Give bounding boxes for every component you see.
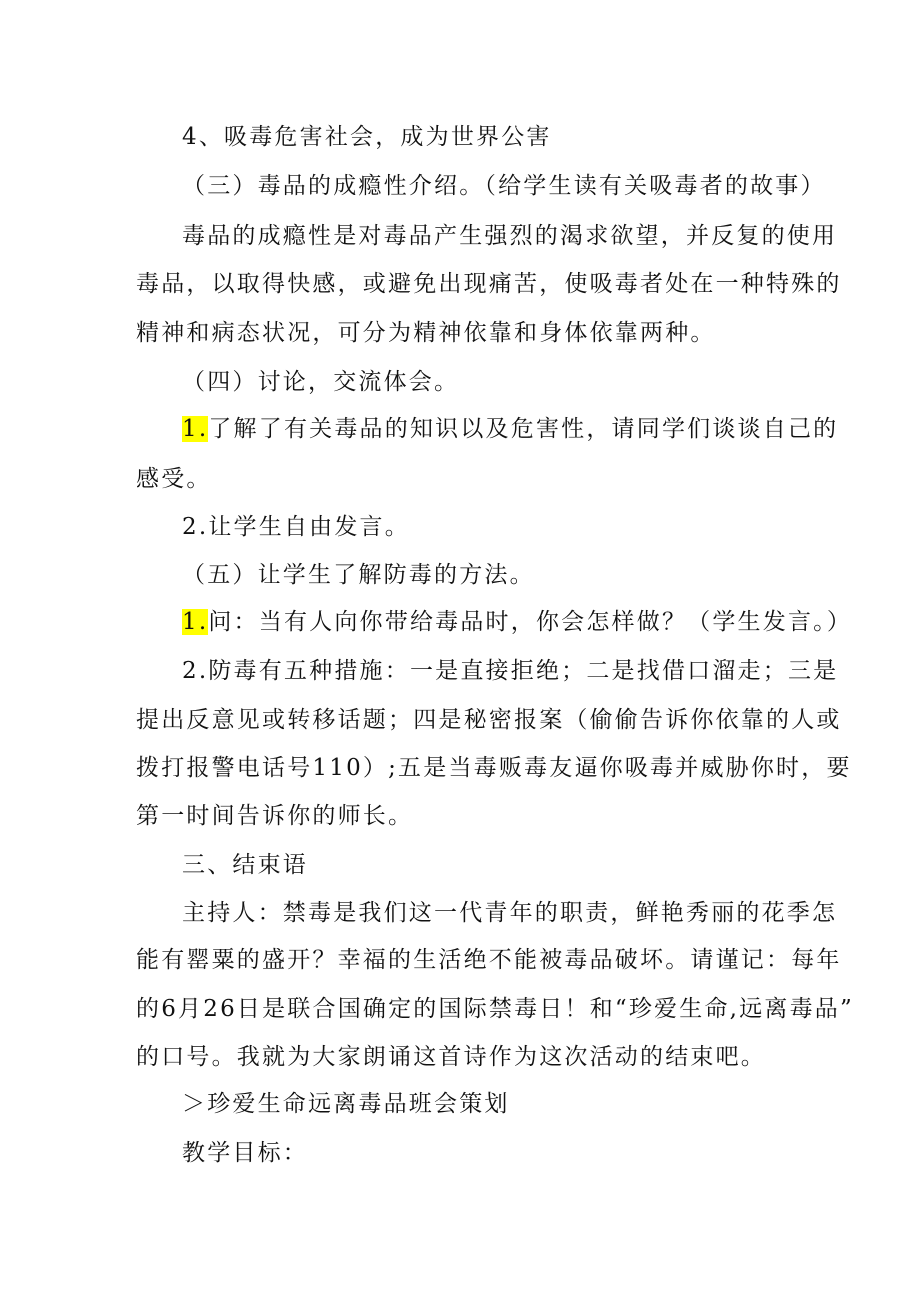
section-heading-conclusion xyxy=(182,849,308,881)
line-text: 第一时间告诉你的师长。 xyxy=(136,803,414,829)
line-text: 的6月26日是联合国确定的国际禁毒日！和“珍爱生命,远离毒品” xyxy=(136,996,854,1022)
paragraph-line xyxy=(136,704,842,736)
line-text: 问：当有人向你带给毒品时，你会怎样做？（学生发言。） xyxy=(208,609,853,635)
line-text: （三）毒品的成瘾性介绍。（给学生读有关吸毒者的故事） xyxy=(182,173,826,199)
highlighted-list-marker: 1. xyxy=(182,609,209,635)
list-item-4 xyxy=(182,121,552,153)
paragraph-line xyxy=(136,993,854,1025)
paragraph-line xyxy=(136,268,842,300)
list-item-1 xyxy=(182,413,838,445)
paragraph-line xyxy=(136,752,852,784)
line-text: 提出反意见或转移话题；四是秘密报案（偷偷告诉你依靠的人或 xyxy=(136,707,842,733)
section-title xyxy=(182,1088,510,1120)
line-text: 4、吸毒危害社会，成为世界公害 xyxy=(182,124,552,150)
line-text: 毒品的成瘾性是对毒品产生强烈的渴求欲望，并反复的使用 xyxy=(182,223,838,249)
line-text: （四）讨论，交流体会。 xyxy=(182,369,460,395)
paragraph-line xyxy=(136,1041,766,1073)
line-text: 毒品，以取得快感，或避免出现痛苦，使吸毒者处在一种特殊的 xyxy=(136,271,842,297)
highlighted-list-marker: 1. xyxy=(182,416,209,442)
list-item-1 xyxy=(182,606,852,638)
paragraph-line xyxy=(136,944,842,976)
line-text: 2.让学生自由发言。 xyxy=(182,514,410,540)
list-item-2 xyxy=(182,511,410,543)
line-text: 2.防毒有五种措施：一是直接拒绝；二是找借口溜走；三是 xyxy=(182,658,839,684)
paragraph-line xyxy=(136,317,716,349)
line-text: ＞珍爱生命远离毒品班会策划 xyxy=(182,1091,510,1117)
paragraph-line xyxy=(136,800,413,832)
teaching-goals-heading xyxy=(182,1137,308,1169)
section-heading-4 xyxy=(182,366,459,398)
line-text: 三、结束语 xyxy=(182,852,308,878)
line-text: 能有罂粟的盛开？幸福的生活绝不能被毒品破坏。请谨记：每年 xyxy=(136,947,842,973)
line-text: 了解了有关毒品的知识以及危害性，请同学们谈谈自己的 xyxy=(208,416,839,442)
section-heading-3 xyxy=(182,170,826,202)
list-item-2 xyxy=(182,655,838,687)
line-text: 感受。 xyxy=(136,466,212,492)
line-text: 的口号。我就为大家朗诵这首诗作为这次活动的结束吧。 xyxy=(136,1044,766,1070)
line-text: （五）让学生了解防毒的方法。 xyxy=(182,562,535,588)
paragraph-line xyxy=(136,463,212,495)
paragraph-line xyxy=(182,220,837,252)
section-heading-5 xyxy=(182,559,535,591)
paragraph-line xyxy=(182,897,837,929)
line-text: 教学目标： xyxy=(182,1140,308,1166)
line-text: 主持人：禁毒是我们这一代青年的职责，鲜艳秀丽的花季怎 xyxy=(182,900,838,926)
line-text: 拨打报警电话号110）;五是当毒贩毒友逼你吸毒并威胁你时，要 xyxy=(136,755,852,781)
line-text: 精神和病态状况，可分为精神依靠和身体依靠两种。 xyxy=(136,320,716,346)
